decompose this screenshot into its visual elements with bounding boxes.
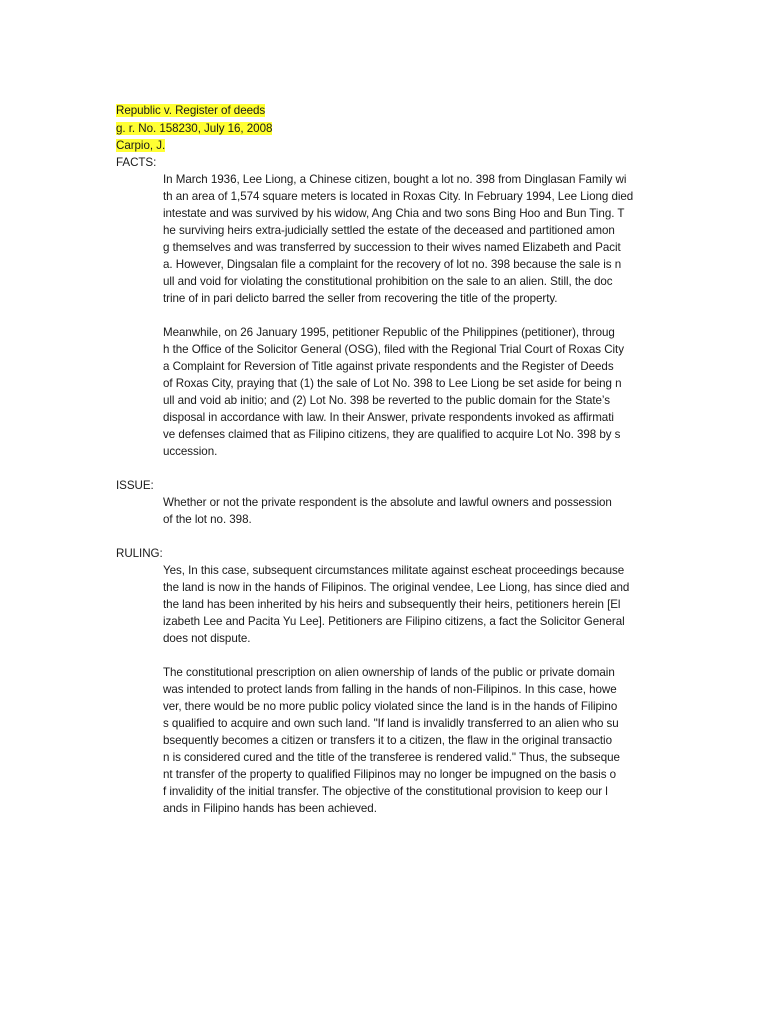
ruling-label: RULING: bbox=[116, 547, 163, 560]
case-ponente-text: Carpio, J. bbox=[116, 139, 166, 152]
paragraph-line: nt transfer of the property to qualified Filipinos may no longer be impugned on the basis o bbox=[163, 768, 617, 781]
paragraph-line: f invalidity of the initial transfer. The objective of the constitutional provision to keep our l bbox=[163, 785, 608, 798]
paragraph-line: ver, there would be no more public policy violated since the land is in the hands of Filipino bbox=[163, 700, 618, 713]
paragraph-line: ands in Filipino hands has been achieved. bbox=[163, 802, 377, 815]
paragraph-line: n is considered cured and the title of the transferee is rendered valid." Thus, the subseque bbox=[163, 751, 620, 764]
paragraph-line: Yes, In this case, subsequent circumstances militate against escheat proceedings because bbox=[163, 564, 625, 577]
paragraph-line: uccession. bbox=[163, 445, 218, 458]
paragraph-line: was intended to protect lands from falling in the hands of non-Filipinos. In this case, howe bbox=[163, 683, 617, 696]
paragraph-line: s qualified to acquire and own such land. "If land is invalidly transferred to an alien who su bbox=[163, 717, 619, 730]
paragraph-line: does not dispute. bbox=[163, 632, 251, 645]
paragraph-line: h the Office of the Solicitor General (OSG), filed with the Regional Trial Court of Roxas City bbox=[163, 343, 624, 356]
paragraph-line: of the lot no. 398. bbox=[163, 513, 252, 526]
paragraph-line: ull and void for violating the constitutional prohibition on the sale to an alien. Still, the doc bbox=[163, 275, 613, 288]
facts-label: FACTS: bbox=[116, 156, 157, 169]
case-ponente bbox=[116, 137, 165, 154]
paragraph-line: Whether or not the private respondent is the absolute and lawful owners and possession bbox=[163, 496, 612, 509]
paragraph-line: ve defenses claimed that as Filipino citizens, they are qualified to acquire Lot No. 398 by s bbox=[163, 428, 621, 441]
case-citation bbox=[116, 120, 272, 137]
paragraph-line: The constitutional prescription on alien ownership of lands of the public or private domain bbox=[163, 666, 615, 679]
paragraph-line: a Complaint for Reversion of Title against private respondents and the Register of Deeds bbox=[163, 360, 614, 373]
paragraph-line: the land is now in the hands of Filipinos. The original vendee, Lee Liong, has since died and bbox=[163, 581, 630, 594]
paragraph-line: a. However, Dingsalan file a complaint for the recovery of lot no. 398 because the sale is n bbox=[163, 258, 622, 271]
paragraph-line: izabeth Lee and Pacita Yu Lee]. Petitioners are Filipino citizens, a fact the Solicitor General bbox=[163, 615, 625, 628]
paragraph-line: ull and void ab initio; and (2) Lot No. 398 be reverted to the public domain for the State’s bbox=[163, 394, 610, 407]
paragraph-line: trine of in pari delicto barred the seller from recovering the title of the property. bbox=[163, 292, 558, 305]
case-title-text: Republic v. Register of deeds bbox=[116, 104, 266, 117]
paragraph-line: the land has been inherited by his heirs and subsequently their heirs, petitioners herein [El bbox=[163, 598, 621, 611]
issue-label: ISSUE: bbox=[116, 479, 154, 492]
paragraph-line: disposal in accordance with law. In their Answer, private respondents invoked as affirmati bbox=[163, 411, 614, 424]
paragraph-line: of Roxas City, praying that (1) the sale of Lot No. 398 to Lee Liong be set aside for being n bbox=[163, 377, 622, 390]
paragraph-line: th an area of 1,574 square meters is located in Roxas City. In February 1994, Lee Liong died bbox=[163, 190, 634, 203]
case-title bbox=[116, 102, 265, 119]
paragraph-line: bsequently becomes a citizen or transfers it to a citizen, the flaw in the original transactio bbox=[163, 734, 612, 747]
paragraph-line: Meanwhile, on 26 January 1995, petitioner Republic of the Philippines (petitioner), throug bbox=[163, 326, 615, 339]
paragraph-line: intestate and was survived by his widow, Ang Chia and two sons Bing Hoo and Bun Ting. T bbox=[163, 207, 625, 220]
case-citation-text: g. r. No. 158230, July 16, 2008 bbox=[116, 122, 273, 135]
paragraph-line: In March 1936, Lee Liong, a Chinese citizen, bought a lot no. 398 from Dinglasan Family wi bbox=[163, 173, 627, 186]
paragraph-line: he surviving heirs extra-judicially settled the estate of the deceased and partitioned amon bbox=[163, 224, 615, 237]
paragraph-line: g themselves and was transferred by succession to their wives named Elizabeth and Pacit bbox=[163, 241, 621, 254]
